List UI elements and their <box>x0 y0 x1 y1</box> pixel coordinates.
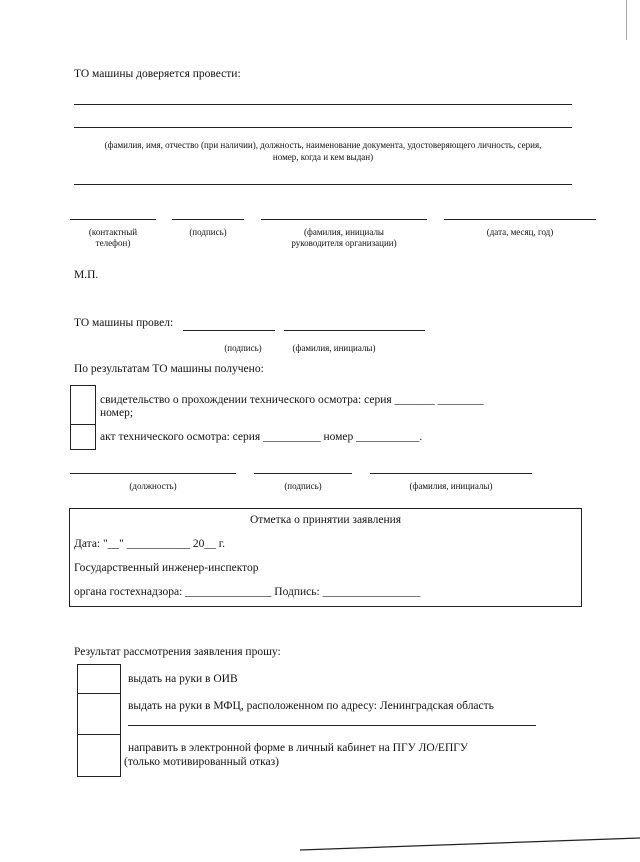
option-electronic-text-2: (только мотивированный отказ) <box>124 756 280 768</box>
acceptance-date[interactable]: Дата: "__" ___________ 20__ г. <box>74 538 226 550</box>
results-label: По результатам ТО машины получено: <box>74 363 264 375</box>
date-caption: (дата, месяц, год) <box>486 227 554 237</box>
head-caption-2: руководителя организации) <box>291 238 397 248</box>
result-request-label: Результат рассмотрения заявления прошу: <box>74 646 281 658</box>
acceptance-authority[interactable]: органа гостехнадзора: _______________ Подпись: _________________ <box>74 586 421 598</box>
acceptance-title: Отметка о принятии заявления <box>249 514 402 526</box>
stamp-place-label: М.П. <box>74 269 99 281</box>
performed-label: ТО машины провел: <box>74 317 174 329</box>
option-electronic-text-1: направить в электронной форме в личный кабинет на ПГУ ЛО/ЕПГУ <box>128 742 469 754</box>
certificate-text-2: номер; <box>100 407 134 419</box>
head-caption-1: (фамилия, инициалы <box>304 227 384 237</box>
acceptance-inspector: Государственный инженер-инспектор <box>74 562 259 574</box>
act-text: акт технического осмотра: серия __________ номер ___________. <box>100 431 423 443</box>
signature-caption-2: (подпись) <box>284 481 322 491</box>
signature-caption: (подпись) <box>189 227 227 237</box>
position-caption: (должность) <box>129 481 177 491</box>
option-mfc-text: выдать на руки в МФЦ, расположенном по адресу: Ленинградская область <box>128 700 494 712</box>
name-caption-2: (фамилия, инициалы) <box>409 481 493 491</box>
performed-signature-caption: (подпись) <box>224 343 262 353</box>
to-trust-label: ТО машины доверяется провести: <box>74 68 241 80</box>
option-oiv-text: выдать на руки в ОИВ <box>128 673 238 685</box>
contact-caption-2: телефон) <box>95 238 131 248</box>
person-caption-2: номер, когда и кем выдан) <box>272 152 374 162</box>
person-caption-1: (фамилия, имя, отчество (при наличии), должность, наименование документа, удостоверяющего личность, серия, <box>104 140 542 150</box>
performed-name-caption: (фамилия, инициалы) <box>292 343 376 353</box>
certificate-text-1: свидетельство о прохождении технического осмотра: серия _______ ________ <box>100 394 484 406</box>
contact-caption-1: (контактный <box>88 227 138 237</box>
